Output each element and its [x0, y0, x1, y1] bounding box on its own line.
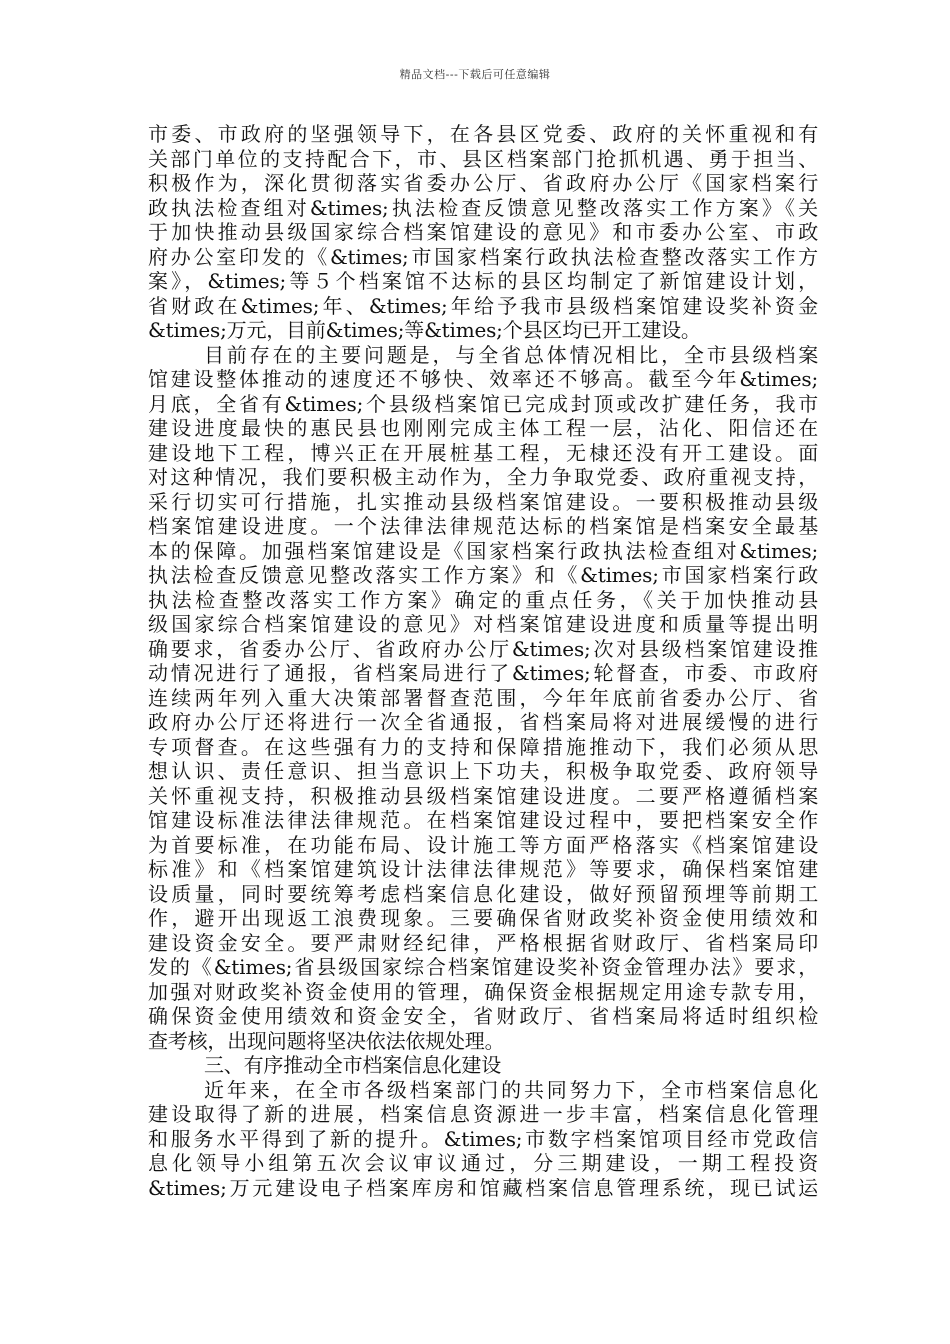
page-header: 精品文档---下载后可任意编辑	[399, 68, 551, 81]
text-line: 采行切实可行措施，扎实推动县级档案馆建设。一要积极推动县级	[148, 489, 818, 514]
text-line: 发的《&times;省县级国家综合档案馆建设奖补资金管理办法》要求，	[148, 955, 818, 979]
text-line: 建设地下工程，博兴正在开展桩基工程，无棣还没有开工建设。面	[148, 440, 818, 465]
text-line: 作，避开出现返工浪费现象。三要确保省财政奖补资金使用绩效和	[148, 906, 818, 930]
text-line: &times;万元，目前&times;等&times;个县区均已开工建设。	[148, 318, 701, 342]
text-line: 为首要标准，在功能布局、设计施工等方面严格落实《档案馆建设	[148, 832, 818, 857]
paragraph-first-line: 近年来，在全市各级档案部门的共同努力下，全市档案信息化	[204, 1077, 818, 1102]
text-line: 和服务水平得到了新的提升。&times;市数字档案馆项目经市党政信	[148, 1126, 818, 1151]
text-line: 执法检查反馈意见整改落实工作方案》和《&times;市国家档案行政	[148, 563, 818, 587]
text-line: 府办公室印发的《&times;市国家档案行政执法检查整改落实工作方	[148, 244, 818, 269]
text-line: 市委、市政府的坚强领导下，在各县区党委、政府的关怀重视和有	[148, 122, 818, 146]
text-line: 月底，全省有&times;个县级档案馆已完成封顶或改扩建任务，我市	[148, 391, 818, 416]
text-line: 专项督查。在这些强有力的支持和保障措施推动下，我们必须从思	[148, 734, 818, 759]
text-line: 建设资金安全。要严肃财经纪律，严格根据省财政厅、省档案局印	[148, 930, 818, 955]
text-line: 政府办公厅还将进行一次全省通报，省档案局将对进展缓慢的进行	[148, 710, 818, 734]
text-line: 执法检查整改落实工作方案》确定的重点任务，《关于加快推动县	[148, 587, 818, 612]
text-line: 省财政在&times;年、&times;年给予我市县级档案馆建设奖补资金	[148, 293, 818, 318]
text-line: 级国家综合档案馆建设的意见》对档案馆建设进度和质量等提出明	[148, 612, 818, 636]
text-line: 关部门单位的支持配合下，市、县区档案部门抢抓机遇、勇于担当、	[148, 146, 818, 171]
text-line: 档案馆建设进度。一个法律法律规范达标的档案馆是档案安全最基	[148, 514, 818, 538]
text-line: 馆建设整体推动的速度还不够快、效率还不够高。截至今年&times;	[148, 367, 818, 391]
paragraph-first-line: 目前存在的主要问题是，与全省总体情况相比，全市县级档案	[204, 342, 818, 367]
text-line: 积极作为，深化贯彻落实省委办公厅、省政府办公厅《国家档案行	[148, 171, 818, 195]
text-line: 加强对财政奖补资金使用的管理，确保资金根据规定用途专款专用，	[148, 979, 818, 1004]
text-line: 确要求，省委办公厅、省政府办公厅&times;次对县级档案馆建设推	[148, 636, 818, 661]
text-line: 于加快推动县级国家综合档案馆建设的意见》和市委办公室、市政	[148, 220, 818, 244]
text-line: 对这种情况，我们要积极主动作为，全力争取党委、政府重视支持，	[148, 465, 818, 489]
text-line: 本的保障。加强档案馆建设是《国家档案行政执法检查组对&times;	[148, 538, 818, 563]
text-line: 想认识、责任意识、担当意识上下功夫，积极争取党委、政府领导	[148, 759, 818, 783]
text-line: &times;万元建设电子档案库房和馆藏档案信息管理系统，现已试运	[148, 1175, 818, 1200]
text-line: 确保资金使用绩效和资金安全，省财政厅、省档案局将适时组织检	[148, 1004, 818, 1028]
text-line: 息化领导小组第五次会议审议通过，分三期建设，一期工程投资	[148, 1151, 818, 1175]
text-line: 案》，&times;等５个档案馆不达标的县区均制定了新馆建设计划，	[148, 269, 818, 293]
text-line: 查考核，出现问题将坚决依法依规处理。	[148, 1028, 505, 1053]
document-body	[148, 122, 818, 1200]
section-heading: 三、有序推动全市档案信息化建设	[204, 1053, 501, 1077]
text-line: 连续两年列入重大决策部署督查范围，今年年底前省委办公厅、省	[148, 685, 818, 710]
text-line: 关怀重视支持，积极推动县级档案馆建设进度。二要严格遵循档案	[148, 783, 818, 808]
text-line: 动情况进行了通报，省档案局进行了&times;轮督查，市委、市政府	[148, 661, 818, 685]
text-line: 设质量，同时要统筹考虑档案信息化建设，做好预留预埋等前期工	[148, 881, 818, 906]
text-line: 标准》和《档案馆建筑设计法律法律规范》等要求，确保档案馆建	[148, 857, 818, 881]
text-line: 建设进度最快的惠民县也刚刚完成主体工程一层，沾化、阳信还在	[148, 416, 818, 440]
text-line: 建设取得了新的进展，档案信息资源进一步丰富，档案信息化管理	[148, 1102, 818, 1126]
text-line: 馆建设标准法律法律规范。在档案馆建设过程中，要把档案安全作	[148, 808, 818, 832]
text-line: 政执法检查组对&times;执法检查反馈意见整改落实工作方案》《关	[148, 195, 818, 220]
